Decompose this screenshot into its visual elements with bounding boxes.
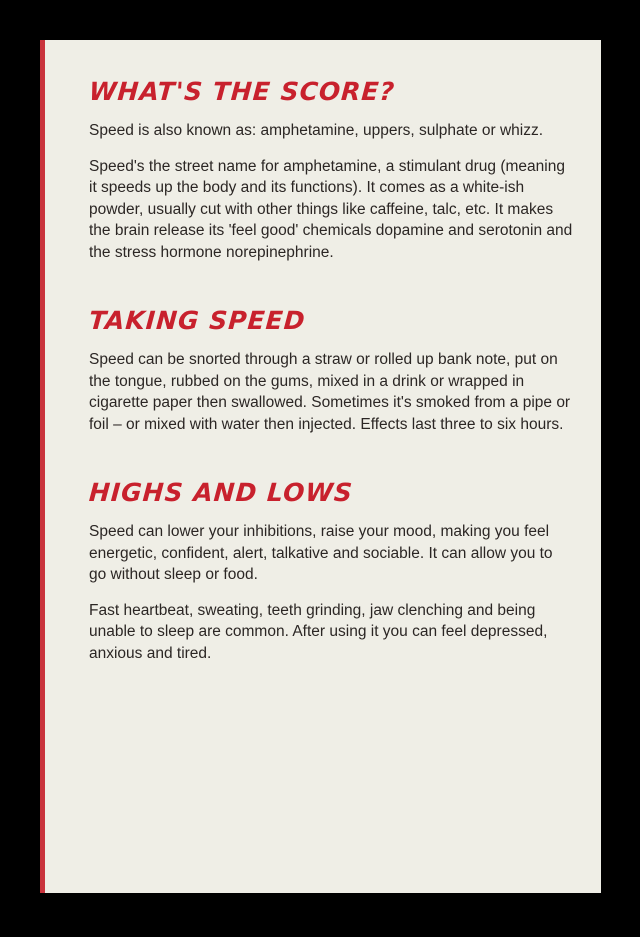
paragraph-highs: Speed can lower your inhibitions, raise your mood, making you feel energetic, confident, alert, talkative and sociable. It can allow you to go without sleep or food.: [89, 523, 553, 583]
paragraph-street-name: Speed's the street name for amphetamine, a stimulant drug (meaning it speeds up the body and its functions). It comes as a white-ish powder, usually cut with other things like caffeine, talc, etc. It makes the brain release its 'feel good' chemicals dopamine and serotonin and the stress hormone norepinephrine.: [89, 157, 573, 261]
leaflet-page: [40, 40, 601, 893]
page-content: [89, 76, 573, 664]
section-heading-highs-and-lows: HIGHS AND LOWS: [88, 478, 355, 507]
red-edge-stripe: [40, 40, 45, 893]
section-heading-taking-speed: TAKING SPEED: [88, 306, 307, 335]
paragraph-also-known-as: Speed is also known as: amphetamine, uppers, sulphate or whizz.: [89, 122, 544, 139]
section-heading-whats-the-score: WHAT'S THE SCORE?: [88, 77, 397, 106]
paragraph-how-taken: Speed can be snorted through a straw or rolled up bank note, put on the tongue, rubbed on the gums, mixed in a drink or wrapped in cigarette paper then swallowed. Sometimes it's smoked from a pipe or foil – or mixed with water then injected. Effects last three to six hours.: [89, 351, 571, 433]
paragraph-lows: Fast heartbeat, sweating, teeth grinding, jaw clenching and being unable to sleep are common. After using it you can feel depressed, anxious and tired.: [89, 601, 548, 662]
